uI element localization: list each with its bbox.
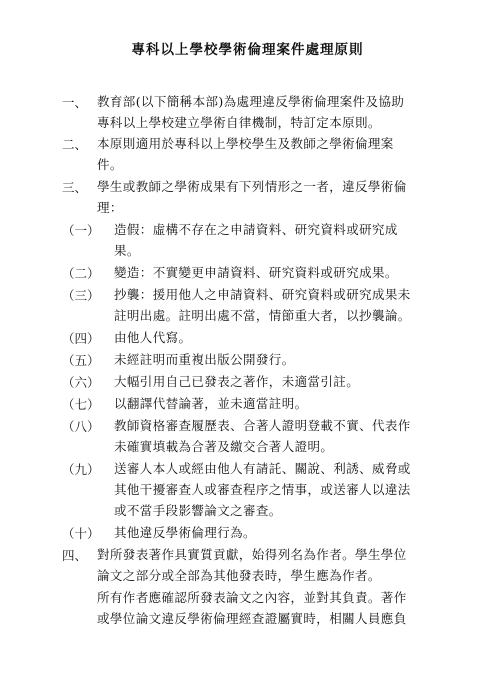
item-9-line-2: 其他干擾審查人或審查程序之情事，或送審人以違法 [114, 482, 411, 497]
article-2-line-1: 本原則適用於專科以上學校學生及教師之學術倫理案 [97, 136, 394, 151]
item-8-number: （八） [62, 419, 100, 434]
article-3-number: 三、 [62, 180, 88, 195]
article-4-line-2: 論文之部分或全部為其他發表時，學生應為作者。 [97, 568, 381, 583]
article-1-line-1: 教育部(以下簡稱本部)為處理違反學術倫理案件及協助 [97, 94, 405, 109]
item-1-line-1: 造假：虛構不存在之申請資料、研究資料或研究成 [114, 222, 398, 237]
article-1-number: 一、 [62, 95, 88, 110]
item-8-line-1: 教師資格審查履歷表、合著人證明登載不實、代表作 [114, 418, 411, 433]
article-4-para2-line-2: 或學位論文違反學術倫理經查證屬實時，相關人員應負 [97, 611, 407, 626]
article-2-line-2: 件。 [97, 157, 123, 172]
article-3-line-1: 學生或教師之學術成果有下列情形之一者，違反學術倫 [97, 179, 407, 194]
article-4-line-1: 對所發表著作具實質貢獻，始得列名為作者。學生學位 [97, 547, 407, 562]
item-5-line-1: 未經註明而重複出版公開發行。 [114, 352, 295, 367]
item-7-number: （七） [62, 397, 100, 412]
article-4-number: 四、 [62, 548, 88, 563]
item-9-line-1: 送審人本人或經由他人有請託、關說、利誘、威脅或 [114, 461, 411, 476]
item-7-line-1: 以翻譯代替論著，並未適當註明。 [114, 396, 308, 411]
article-2-number: 二、 [62, 137, 88, 152]
item-10-number: （十） [62, 526, 100, 541]
item-9-number: （九） [62, 462, 100, 477]
document-title: 專科以上學校學術倫理案件處理原則 [131, 42, 364, 58]
item-3-number: （三） [62, 288, 100, 303]
item-2-line-1: 變造：不實變更申請資料、研究資料或研究成果。 [114, 265, 398, 280]
item-3-line-2: 註明出處。註明出處不當，情節重大者，以抄襲論。 [114, 308, 411, 323]
item-6-line-1: 大幅引用自己已發表之著作，未適當引註。 [114, 374, 360, 389]
item-2-number: （二） [62, 266, 100, 281]
item-1-number: （一） [62, 223, 100, 238]
item-3-line-1: 抄襲：援用他人之申請資料、研究資料或研究成果未 [114, 287, 411, 302]
item-9-line-3: 或不當手段影響論文之審查。 [114, 503, 282, 518]
article-4-para2-line-1: 所有作者應確認所發表論文之內容，並對其負責。著作 [97, 590, 407, 605]
item-6-number: （六） [62, 375, 100, 390]
item-8-line-2: 未確實填載為合著及繳交合著人證明。 [114, 439, 334, 454]
item-5-number: （五） [62, 353, 100, 368]
item-10-line-1: 其他違反學術倫理行為。 [114, 525, 256, 540]
article-1-line-2: 專科以上學校建立學術自律機制，特訂定本原則。 [97, 115, 381, 130]
item-1-line-2: 果。 [114, 243, 140, 258]
item-4-line-1: 由他人代寫。 [114, 330, 192, 345]
item-4-number: （四） [62, 331, 100, 346]
article-3-line-2: 理： [97, 200, 123, 215]
